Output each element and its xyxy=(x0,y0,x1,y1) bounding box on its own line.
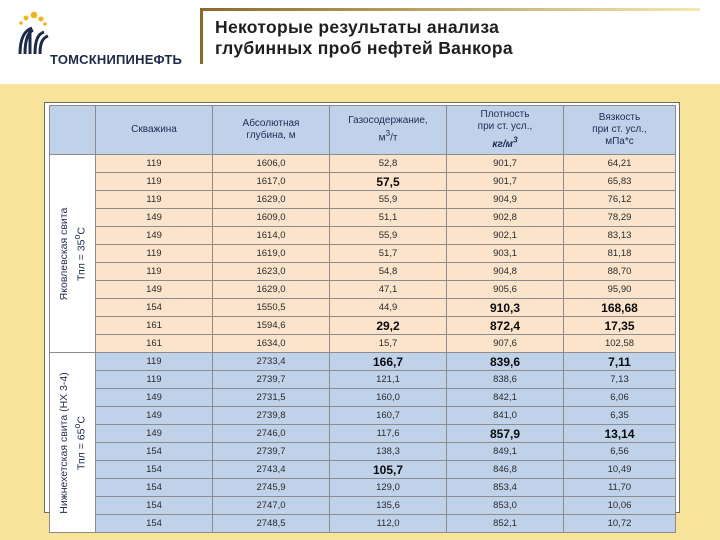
cell-gas: 51,1 xyxy=(330,209,447,227)
cell-depth: 2746,0 xyxy=(213,425,330,443)
cell-viscosity: 6,56 xyxy=(564,443,676,461)
cell-well: 154 xyxy=(96,461,213,479)
cell-viscosity: 10,72 xyxy=(564,515,676,533)
cell-gas: 135,6 xyxy=(330,497,447,515)
table-row xyxy=(50,173,676,191)
cell-gas: 166,7 xyxy=(330,353,447,371)
page-title-line-2: глубинных проб нефтей Ванкора xyxy=(215,38,513,58)
cell-viscosity: 76,12 xyxy=(564,191,676,209)
cell-depth: 1594,6 xyxy=(213,317,330,335)
cell-density: 849,1 xyxy=(447,443,564,461)
cell-density: 907,6 xyxy=(447,335,564,353)
cell-depth: 1634,0 xyxy=(213,335,330,353)
cell-gas: 44,9 xyxy=(330,299,447,317)
header-density: Плотность при ст. усл., $кг/м^3$ xyxy=(447,106,564,155)
cell-density: 902,1 xyxy=(447,227,564,245)
table-row xyxy=(50,227,676,245)
cell-depth: 1629,0 xyxy=(213,191,330,209)
group-label-2 xyxy=(50,353,96,533)
cell-well: 154 xyxy=(96,497,213,515)
cell-density: 905,6 xyxy=(447,281,564,299)
cell-viscosity: 95,90 xyxy=(564,281,676,299)
cell-gas: 105,7 xyxy=(330,461,447,479)
table-row xyxy=(50,371,676,389)
cell-well: 149 xyxy=(96,389,213,407)
cell-density: 901,7 xyxy=(447,155,564,173)
cell-density: 872,4 xyxy=(447,317,564,335)
cell-well: 119 xyxy=(96,155,213,173)
cell-viscosity: 168,68 xyxy=(564,299,676,317)
results-table xyxy=(49,105,676,533)
cell-depth: 2747,0 xyxy=(213,497,330,515)
cell-depth: 1623,0 xyxy=(213,263,330,281)
cell-density: 902,8 xyxy=(447,209,564,227)
cell-gas: 121,1 xyxy=(330,371,447,389)
cell-depth: 2739,7 xyxy=(213,371,330,389)
cell-viscosity: 83,13 xyxy=(564,227,676,245)
table-row xyxy=(50,389,676,407)
cell-density: 839,6 xyxy=(447,353,564,371)
cell-well: 161 xyxy=(96,317,213,335)
table-row xyxy=(50,317,676,335)
table-row xyxy=(50,479,676,497)
cell-depth: 1629,0 xyxy=(213,281,330,299)
cell-well: 149 xyxy=(96,407,213,425)
cell-well: 149 xyxy=(96,227,213,245)
group-temperature: Тпл = $65^оС$ xyxy=(71,415,87,470)
cell-depth: 2745,9 xyxy=(213,479,330,497)
header-gas-content: Газосодержание, $м^3/т$ xyxy=(330,106,447,155)
cell-depth: 2748,5 xyxy=(213,515,330,533)
cell-depth: 2743,4 xyxy=(213,461,330,479)
cell-density: 904,9 xyxy=(447,191,564,209)
cell-well: 119 xyxy=(96,263,213,281)
cell-viscosity: 7,11 xyxy=(564,353,676,371)
cell-gas: 160,0 xyxy=(330,389,447,407)
table-row xyxy=(50,335,676,353)
cell-viscosity: 6,35 xyxy=(564,407,676,425)
header xyxy=(0,0,720,80)
page-title-line-1: Некоторые результаты анализа xyxy=(215,17,500,37)
cell-depth: 1550,5 xyxy=(213,299,330,317)
cell-depth: 1619,0 xyxy=(213,245,330,263)
cell-well: 119 xyxy=(96,173,213,191)
cell-density: 846,8 xyxy=(447,461,564,479)
table-row xyxy=(50,299,676,317)
title-border-left xyxy=(200,8,203,64)
cell-viscosity: 88,70 xyxy=(564,263,676,281)
cell-viscosity: 6,06 xyxy=(564,389,676,407)
cell-well: 154 xyxy=(96,479,213,497)
group-temperature: Тпл = $35^оС$ xyxy=(71,226,87,281)
cell-viscosity: 65,83 xyxy=(564,173,676,191)
cell-viscosity: 78,29 xyxy=(564,209,676,227)
cell-depth: 1606,0 xyxy=(213,155,330,173)
cell-density: 853,4 xyxy=(447,479,564,497)
cell-well: 149 xyxy=(96,281,213,299)
cell-viscosity: 81,18 xyxy=(564,245,676,263)
table-body xyxy=(50,155,676,533)
cell-depth: 1617,0 xyxy=(213,173,330,191)
group-label-text xyxy=(57,372,88,514)
cell-density: 853,0 xyxy=(447,497,564,515)
cell-depth: 2733,4 xyxy=(213,353,330,371)
table-row xyxy=(50,461,676,479)
cell-gas: 54,8 xyxy=(330,263,447,281)
cell-density: 842,1 xyxy=(447,389,564,407)
header-well: Скважина xyxy=(96,106,213,155)
cell-depth: 1614,0 xyxy=(213,227,330,245)
cell-viscosity: 64,21 xyxy=(564,155,676,173)
cell-viscosity: 10,49 xyxy=(564,461,676,479)
cell-well: 119 xyxy=(96,353,213,371)
cell-well: 154 xyxy=(96,299,213,317)
page-title xyxy=(215,17,513,59)
header-empty-cell xyxy=(50,106,96,155)
cell-gas: 51,7 xyxy=(330,245,447,263)
logo-text: ТОМСКНИПИНЕФТЬ xyxy=(50,52,183,67)
cell-well: 119 xyxy=(96,371,213,389)
cell-gas: 55,9 xyxy=(330,227,447,245)
cell-density: 838,6 xyxy=(447,371,564,389)
table-row xyxy=(50,515,676,533)
group-formation-name: Нижнехетская свита (НХ 3-4) xyxy=(57,371,70,514)
header-depth: Абсолютная глубина, м xyxy=(213,106,330,155)
cell-depth: 2739,8 xyxy=(213,407,330,425)
cell-well: 154 xyxy=(96,443,213,461)
cell-depth: 2731,5 xyxy=(213,389,330,407)
cell-depth: 1609,0 xyxy=(213,209,330,227)
cell-density: 852,1 xyxy=(447,515,564,533)
table-row xyxy=(50,263,676,281)
table-row xyxy=(50,209,676,227)
group-label-text xyxy=(57,207,88,300)
cell-gas: 129,0 xyxy=(330,479,447,497)
table-row xyxy=(50,407,676,425)
table-row xyxy=(50,425,676,443)
cell-well: 149 xyxy=(96,425,213,443)
cell-density: 841,0 xyxy=(447,407,564,425)
table-row xyxy=(50,281,676,299)
table-row xyxy=(50,191,676,209)
group-label-1 xyxy=(50,155,96,353)
logo-emblem-icon xyxy=(14,6,50,56)
cell-well: 119 xyxy=(96,191,213,209)
cell-gas: 112,0 xyxy=(330,515,447,533)
cell-gas: 57,5 xyxy=(330,173,447,191)
cell-well: 154 xyxy=(96,515,213,533)
cell-density: 904,8 xyxy=(447,263,564,281)
table-row xyxy=(50,155,676,173)
cell-gas: 160,7 xyxy=(330,407,447,425)
cell-well: 161 xyxy=(96,335,213,353)
table-row xyxy=(50,353,676,371)
header-viscosity: Вязкость при ст. усл., мПа*с xyxy=(564,106,676,155)
cell-gas: 117,6 xyxy=(330,425,447,443)
cell-viscosity: 10,06 xyxy=(564,497,676,515)
cell-well: 119 xyxy=(96,245,213,263)
table-row xyxy=(50,443,676,461)
table-row xyxy=(50,497,676,515)
title-border-top xyxy=(200,8,700,11)
cell-density: 910,3 xyxy=(447,299,564,317)
cell-gas: 15,7 xyxy=(330,335,447,353)
cell-viscosity: 102,58 xyxy=(564,335,676,353)
group-formation-name: Яковлевская свита xyxy=(57,207,70,300)
table-row xyxy=(50,245,676,263)
cell-well: 149 xyxy=(96,209,213,227)
cell-depth: 2739,7 xyxy=(213,443,330,461)
cell-viscosity: 7,13 xyxy=(564,371,676,389)
cell-gas: 52,8 xyxy=(330,155,447,173)
company-logo xyxy=(6,6,206,76)
cell-gas: 29,2 xyxy=(330,317,447,335)
cell-gas: 47,1 xyxy=(330,281,447,299)
cell-density: 903,1 xyxy=(447,245,564,263)
cell-gas: 138,3 xyxy=(330,443,447,461)
cell-density: 901,7 xyxy=(447,173,564,191)
table-header-row xyxy=(50,106,676,155)
cell-viscosity: 17,35 xyxy=(564,317,676,335)
cell-viscosity: 11,70 xyxy=(564,479,676,497)
cell-density: 857,9 xyxy=(447,425,564,443)
cell-gas: 55,9 xyxy=(330,191,447,209)
cell-viscosity: 13,14 xyxy=(564,425,676,443)
